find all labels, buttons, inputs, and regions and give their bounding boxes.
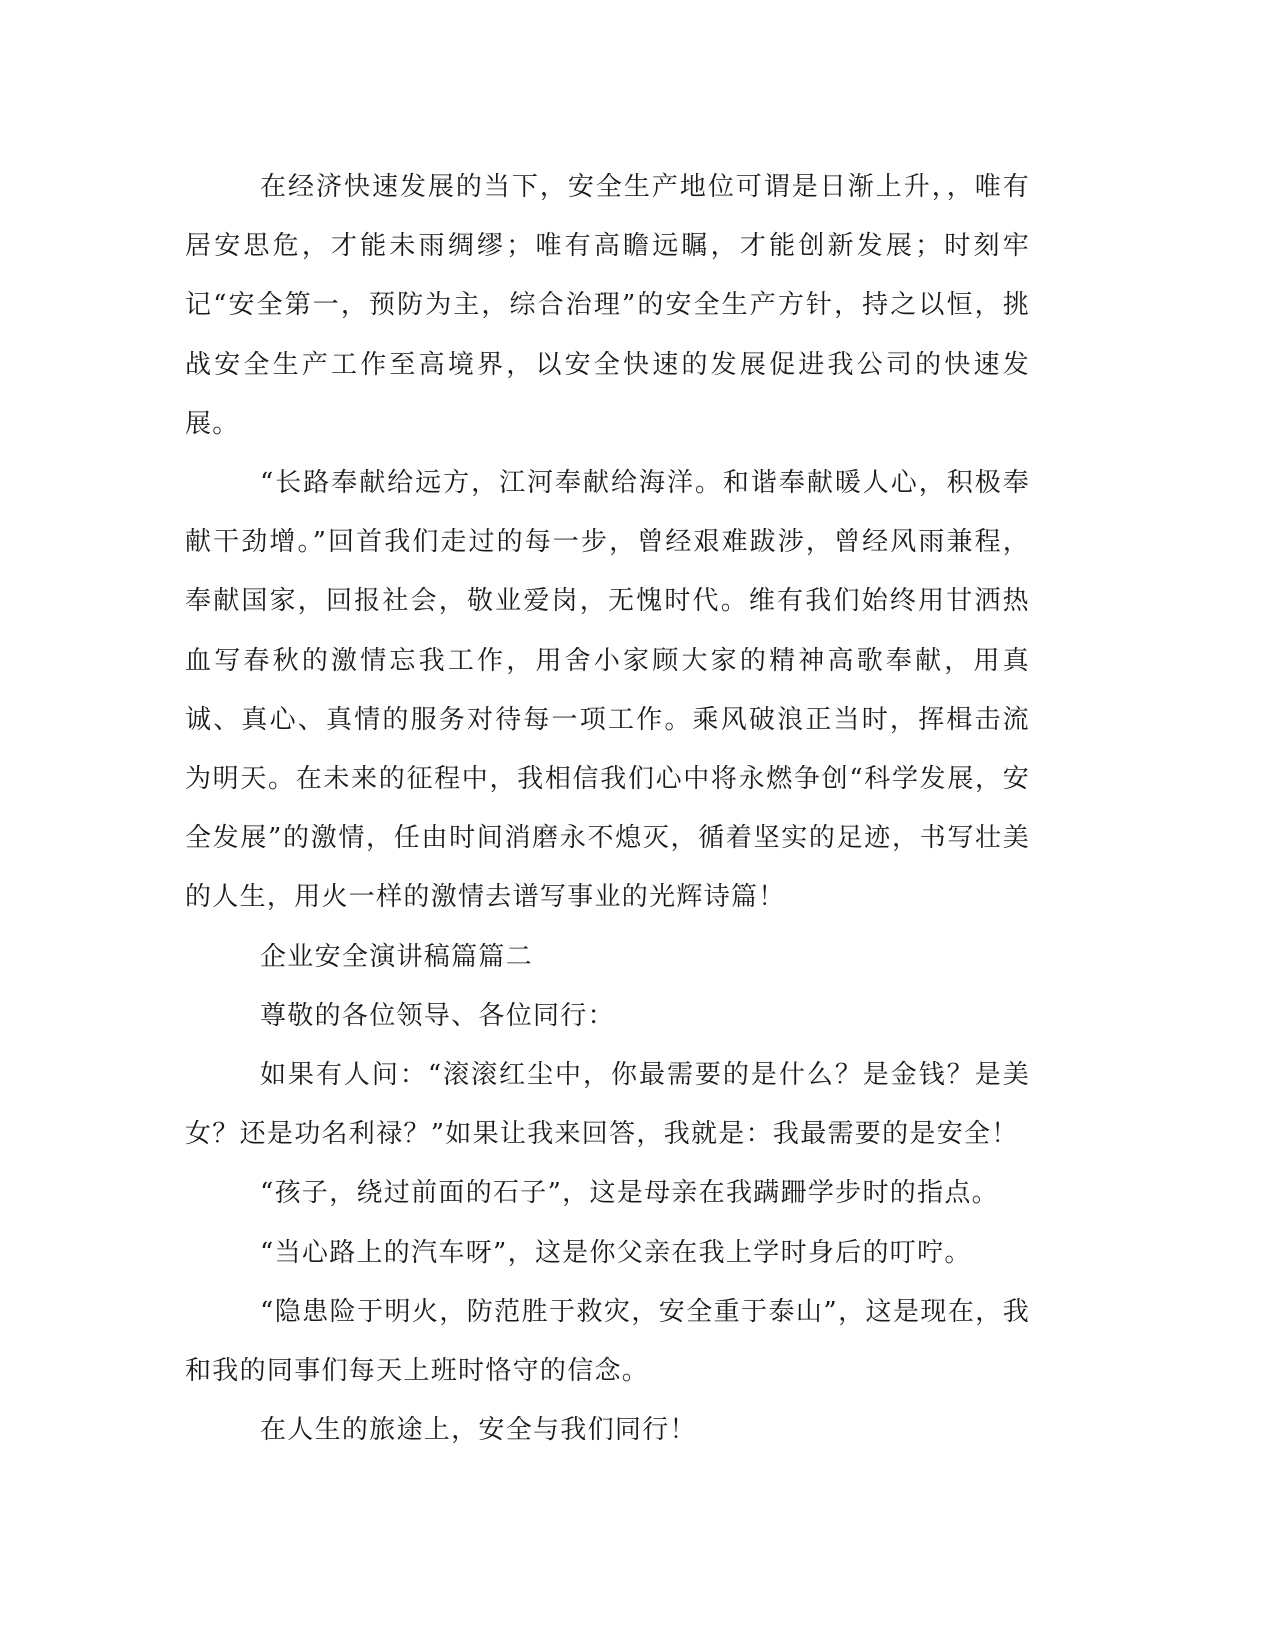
paragraph-safety-development: 在经济快速发展的当下，安全生产地位可谓是日渐上升，，唯有居安思危，才能未雨绸缪；唯有高瞻远瞩，才能创新发展；时刻牢记“安全第一，预防为主，综合治理”的安全生产方针，持之以恒，挑战安全生产工作至高境界，以安全快速的发展促进我公司的快速发展。 [185,172,1030,439]
paragraph-belief: “隐患险于明火，防范胜于救灾，安全重于泰山”，这是现在，我和我的同事们每天上班时恪守的信念。 [185,1296,1030,1387]
paragraph-dedication: “长路奉献给远方，江河奉献给海洋。和谐奉献暖人心，积极奉献干劲增。”回首我们走过的每一步，曾经艰难跋涉，曾经风雨兼程，奉献国家，回报社会，敬业爱岗，无愧时代。维有我们始终用甘洒热血写春秋的激情忘我工作，用舍小家顾大家的精神高歌奉献，用真诚、真心、真情的服务对待每一项工作。乘风破浪正当时，挥楫击流为明天。在未来的征程中，我相信我们心中将永燃争创“科学发展，安全发展”的激情，任由时间消磨永不熄灭，循着坚实的足迹，书写壮美的人生，用火一样的激情去谱写事业的光辉诗篇！ [185,468,1030,913]
section-heading: 企业安全演讲稿篇篇二 [260,941,534,972]
paragraph-father: “当心路上的汽车呀”，这是你父亲在我上学时身后的叮咛。 [260,1237,972,1268]
paragraph-closing: 在人生的旅途上，安全与我们同行！ [260,1415,697,1446]
document-body [185,158,1030,1460]
paragraph-question: 如果有人问：“滚滚红尘中，你最需要的是什么？是金钱？是美女？还是功名利禄？”如果让我来回答，我就是：我最需要的是安全！ [185,1060,1030,1150]
paragraph-mother: “孩子，绕过前面的石子”，这是母亲在我蹒跚学步时的指点。 [260,1178,999,1209]
salutation: 尊敬的各位领导、各位同行： [260,1000,615,1031]
